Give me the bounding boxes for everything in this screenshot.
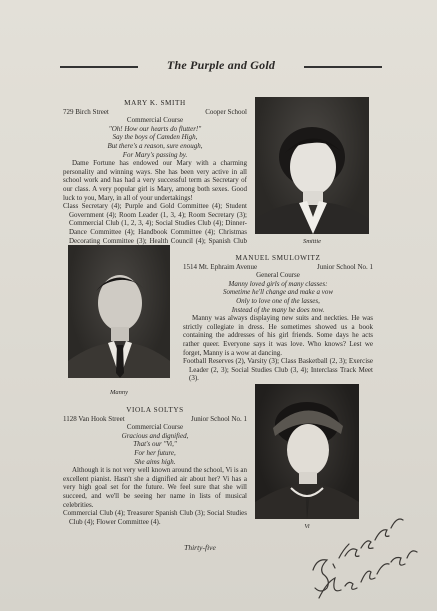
poem-line: Gracious and dignified, [121,431,189,440]
student-address: 729 Birch Street [63,107,109,116]
student-name: VIOLA SOLTYS [126,406,184,414]
poem-line: Only to love one of the lasses, [236,296,320,305]
address-line [63,415,247,424]
student-activities: Class Secretary (4); Purple and Gold Committee (4); Student Government (4); Room Leader (1, 3, 4); Room Secretary (3); Commercial Club (1, 2, 3, 4); Social Studies Club (4); Dinner-Dance Committee (4); Handbook Committee (4); Christmas Decorating Committee (3); Health Council (4); Spanish Club [63,202,247,245]
student-school: Junior School No. 1 [191,414,247,423]
header-rule-left [60,66,138,68]
address-line [183,263,373,272]
poem-line: Say the boys of Camden High, [112,133,198,142]
student-address: 1128 Van Hook Street [63,414,125,423]
page-header [60,58,382,74]
student-course: Commercial Course [126,116,184,125]
student-school: Junior School No. 1 [317,262,373,271]
photo-caption: Smittie [302,238,322,245]
student-course: Commercial Course [126,423,184,432]
student-poem [183,280,373,314]
student-writeup: Dame Fortune has endowed our Mary with a charming personality and winning ways. She has been very active in all school work and has had a very successful term as Secretary of our class. A very popular girl is Mary, among both sexes. Good luck to you, Mary, in all of your undertakings! [63,159,247,202]
poem-line: Manny loved girls of many classes: [228,279,328,288]
header-rule-right [304,66,382,68]
student-name: MANUEL SMULOWITZ [235,254,321,262]
student-address: 1514 Mt. Ephraim Avenue [183,262,258,271]
poem-line: Instead of the many he does now. [231,305,325,314]
poem-line: But there's a reason, sure enough, [107,141,203,150]
poem-line: "Oh! How our hearts do flutter!" [108,124,202,133]
photo-caption: Manny [109,389,129,396]
poem-line: For her future, [134,448,176,457]
entry-manuel-smulowitz [183,254,373,383]
student-poem [63,125,247,159]
handwritten-signature [305,498,425,608]
portrait-photo-manuel [68,245,170,378]
poem-line: For Mary's passing by. [122,150,188,159]
student-poem [63,432,247,466]
student-name: MARY K. SMITH [124,99,186,107]
entry-viola-soltys [63,406,247,526]
student-writeup: Although it is not very well known around the school, Vi is an excellent pianist. Hasn't she a dignified air about her? Vi has a very high goal set for the future. We feel sure that she will succeed, and we'll be seeing her name in lists of musical celebrities. [63,466,247,509]
photo-caption: Vi [304,523,310,530]
student-course: General Course [256,271,300,280]
poem-line: She aims high. [134,457,176,466]
student-school: Cooper School [205,107,247,116]
poem-line: That's our "Vi," [133,440,177,449]
page-title: The Purple and Gold [166,58,276,72]
poem-line: Sometime he'll change and make a vow [223,288,333,297]
portrait-photo-mary [255,97,369,234]
student-activities: Commercial Club (4); Treasurer Spanish Club (3); Social Studies Club (4); Flower Committee (4). [63,509,247,526]
entry-mary-smith [63,99,247,254]
student-writeup: Manny was always displaying new suits and neckties. He was strictly collegiate in dress. He sometimes showed us a book containing the addresses of his girl friends. Some days he acts rather queer. Everyone says it was love. Who knows? Lest we forget, Manny is a wow at dancing. [183,314,373,357]
student-activities: Football Reserves (2), Varsity (3); Class Basketball (2, 3); Exercise Leader (2, 3); Social Studies Club (3, 4); Interclass Track Meet (3). [183,357,373,383]
address-line [63,108,247,117]
page-number: Thirty-five [184,543,216,552]
